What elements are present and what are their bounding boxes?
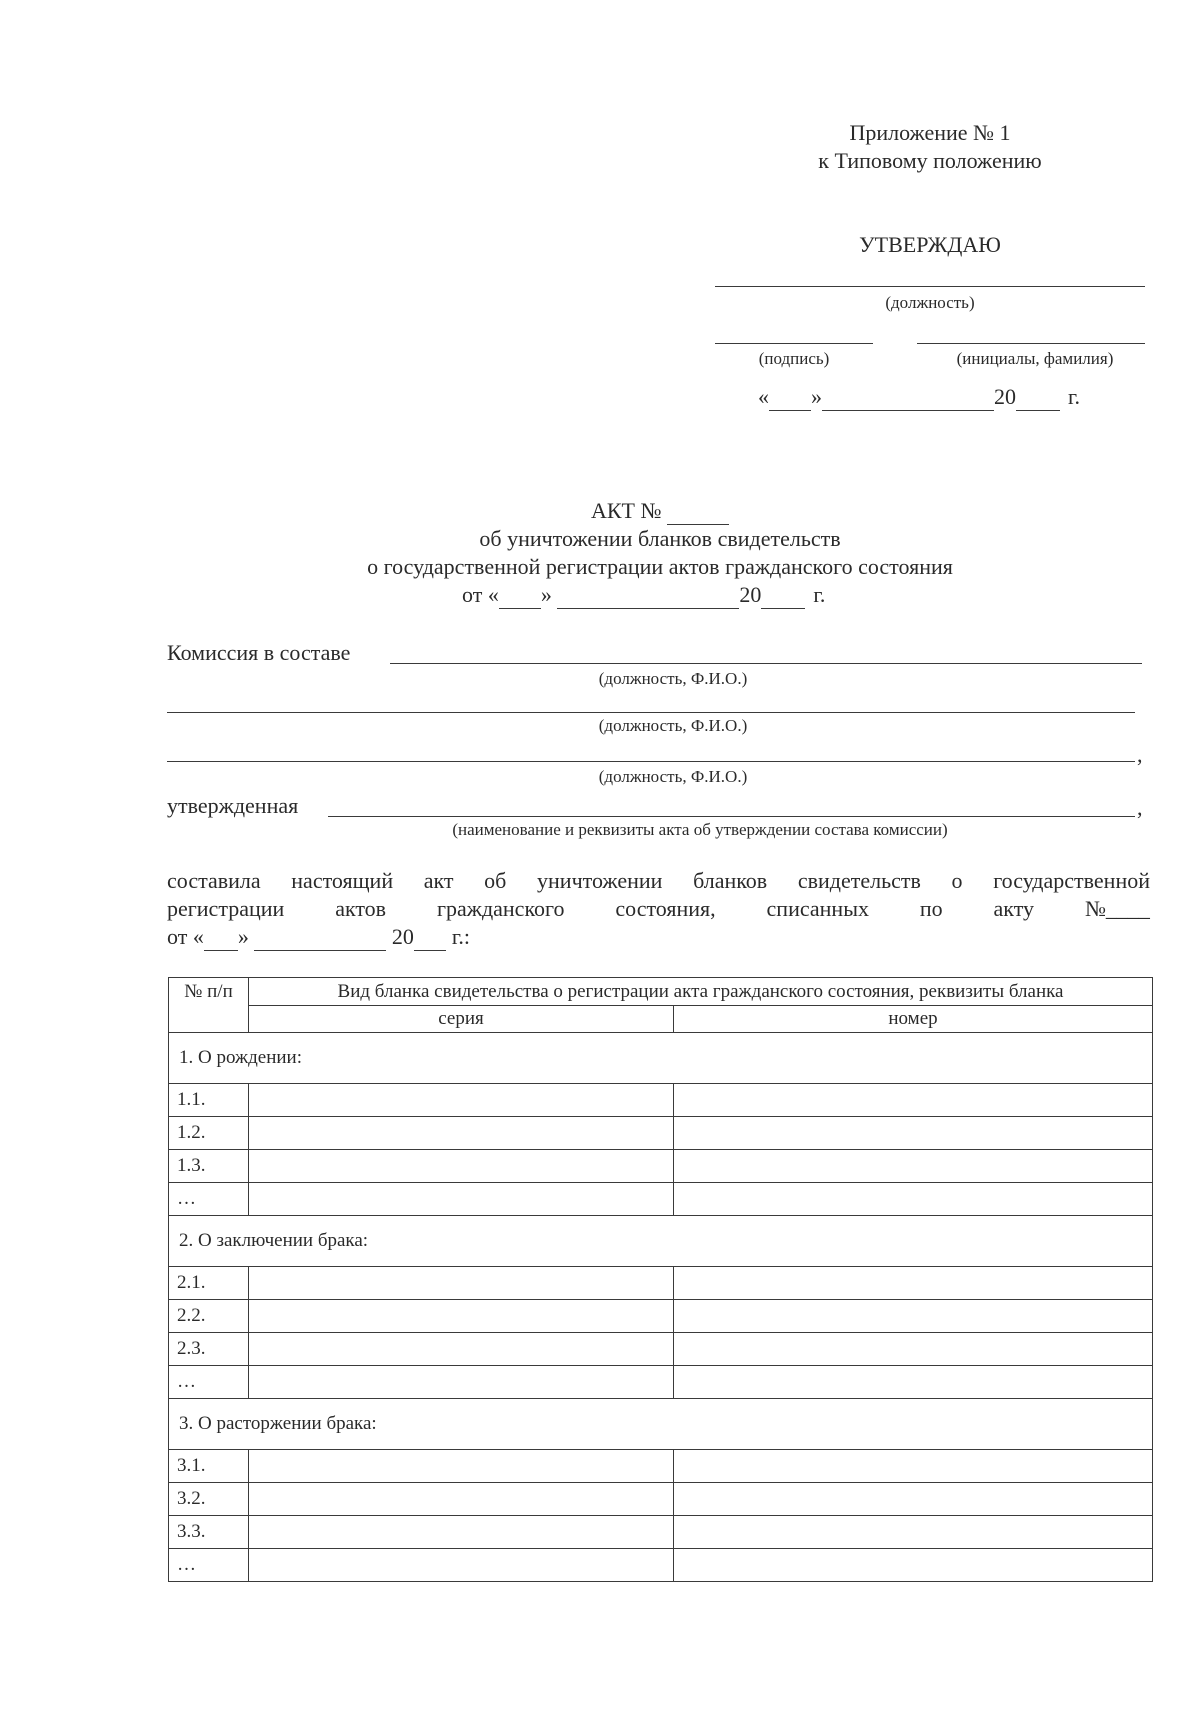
- row-num: 3.2.: [169, 1483, 249, 1516]
- commission-member-line-2[interactable]: [167, 712, 1135, 713]
- body-line-3: [167, 924, 667, 951]
- row-num: 2.1.: [169, 1267, 249, 1300]
- number-cell[interactable]: [674, 1117, 1153, 1150]
- series-cell[interactable]: [249, 1267, 674, 1300]
- approve-date-close: »: [811, 384, 822, 409]
- series-cell[interactable]: [249, 1183, 674, 1216]
- body-year-suffix: г.:: [451, 924, 470, 949]
- signature-line[interactable]: [715, 343, 873, 344]
- body-word: акту: [993, 896, 1035, 921]
- commission-member-caption-2: (должность, Ф.И.О.): [598, 716, 748, 735]
- table-row: [169, 1366, 1153, 1399]
- row-num: 3.3.: [169, 1516, 249, 1549]
- body-word: по: [919, 896, 943, 921]
- row-num: 2.3.: [169, 1333, 249, 1366]
- approved-line[interactable]: [328, 816, 1135, 817]
- approve-month-blank[interactable]: [822, 384, 994, 411]
- header-series: серия: [249, 1006, 674, 1033]
- body-word: регистрации: [167, 896, 285, 921]
- section-row-marriage: [169, 1216, 1153, 1267]
- number-cell[interactable]: [674, 1183, 1153, 1216]
- body-date-prefix: от «: [167, 924, 204, 949]
- body-word: состояния,: [615, 896, 716, 921]
- number-cell[interactable]: [674, 1267, 1153, 1300]
- commission-label: Комиссия в составе: [167, 640, 351, 665]
- act-number-blank[interactable]: [667, 498, 729, 525]
- approve-year-suffix: г.: [1068, 384, 1081, 409]
- act-title: [160, 498, 1160, 525]
- act-title-text: АКТ №: [591, 498, 662, 523]
- body-year-blank[interactable]: [414, 924, 446, 951]
- body-date-close: »: [237, 924, 249, 949]
- approve-date-open: «: [758, 384, 769, 409]
- act-year-prefix: 20: [739, 582, 762, 607]
- number-cell[interactable]: [674, 1516, 1153, 1549]
- table-row: [169, 1333, 1153, 1366]
- act-subtitle-1: об уничтожении бланков свидетельств: [479, 526, 841, 551]
- row-num: …: [169, 1549, 249, 1582]
- table-row: [169, 1549, 1153, 1582]
- blanks-table: [168, 977, 1153, 1582]
- number-cell[interactable]: [674, 1333, 1153, 1366]
- body-day-blank[interactable]: [204, 924, 238, 951]
- approve-year-prefix: 20: [994, 384, 1016, 409]
- act-date-prefix: от «: [462, 582, 499, 607]
- body-act-number[interactable]: №____: [1084, 896, 1150, 921]
- series-cell[interactable]: [249, 1084, 674, 1117]
- table-row: [169, 1516, 1153, 1549]
- approve-year-blank[interactable]: [1016, 384, 1060, 411]
- act-year-suffix: г.: [813, 582, 826, 607]
- table-row: [169, 1483, 1153, 1516]
- row-num: …: [169, 1183, 249, 1216]
- body-word: актов: [335, 896, 387, 921]
- signature-caption: (подпись): [758, 349, 830, 368]
- table-row: [169, 1117, 1153, 1150]
- commission-member-caption-3: (должность, Ф.И.О.): [598, 767, 748, 786]
- row-num: 3.1.: [169, 1450, 249, 1483]
- act-date-close: »: [540, 582, 552, 607]
- initials-line[interactable]: [917, 343, 1145, 344]
- act-subtitle-2: о государственной регистрации актов гражданского состояния: [367, 554, 953, 579]
- number-cell[interactable]: [674, 1084, 1153, 1117]
- series-cell[interactable]: [249, 1516, 674, 1549]
- number-cell[interactable]: [674, 1483, 1153, 1516]
- body-line-1: составила настоящий акт об уничтожении бланков свидетельств о государственной: [167, 868, 1150, 893]
- section-title: 3. О расторжении брака:: [169, 1399, 1153, 1450]
- row-num: 1.3.: [169, 1150, 249, 1183]
- table-row: [169, 1150, 1153, 1183]
- appendix-number: Приложение № 1: [849, 120, 1011, 145]
- section-title: 1. О рождении:: [169, 1033, 1153, 1084]
- series-cell[interactable]: [249, 1117, 674, 1150]
- row-num: 1.2.: [169, 1117, 249, 1150]
- number-cell[interactable]: [674, 1450, 1153, 1483]
- body-word: списанных: [766, 896, 869, 921]
- row-num: …: [169, 1366, 249, 1399]
- section-row-birth: [169, 1033, 1153, 1084]
- series-cell[interactable]: [249, 1549, 674, 1582]
- approve-date: [758, 384, 1158, 411]
- approve-title: УТВЕРЖДАЮ: [859, 232, 1001, 257]
- table-subheader-row: [169, 1006, 1153, 1033]
- number-cell[interactable]: [674, 1150, 1153, 1183]
- number-cell[interactable]: [674, 1300, 1153, 1333]
- commission-comma-2: ,: [1137, 795, 1143, 820]
- body-year-prefix: 20: [391, 924, 414, 949]
- header-number: номер: [674, 1006, 1153, 1033]
- number-cell[interactable]: [674, 1549, 1153, 1582]
- position-line[interactable]: [715, 286, 1145, 287]
- table-row: [169, 1183, 1153, 1216]
- body-word: гражданского: [436, 896, 565, 921]
- body-line-2: [167, 896, 1150, 922]
- approve-day-blank[interactable]: [769, 384, 811, 411]
- header-num: № п/п: [169, 978, 249, 1033]
- series-cell[interactable]: [249, 1483, 674, 1516]
- table-row: [169, 1300, 1153, 1333]
- series-cell[interactable]: [249, 1333, 674, 1366]
- commission-member-line-3[interactable]: [167, 761, 1135, 762]
- position-caption: (должность): [885, 293, 975, 312]
- appendix-reference: к Типовому положению: [818, 148, 1042, 173]
- header-main: Вид бланка свидетельства о регистрации акта гражданского состояния, реквизиты бланка: [249, 978, 1153, 1006]
- commission-member-line-1[interactable]: [390, 663, 1142, 664]
- commission-comma-1: ,: [1137, 742, 1143, 767]
- table-header-row: [169, 978, 1153, 1006]
- table-row: [169, 1450, 1153, 1483]
- table-row: [169, 1084, 1153, 1117]
- row-num: 2.2.: [169, 1300, 249, 1333]
- approved-label: утвержденная: [167, 793, 299, 818]
- section-title: 2. О заключении брака:: [169, 1216, 1153, 1267]
- series-cell[interactable]: [249, 1450, 674, 1483]
- row-num: 1.1.: [169, 1084, 249, 1117]
- table-row: [169, 1267, 1153, 1300]
- series-cell[interactable]: [249, 1300, 674, 1333]
- act-date: [462, 582, 962, 609]
- section-row-divorce: [169, 1399, 1153, 1450]
- commission-member-caption-1: (должность, Ф.И.О.): [598, 669, 748, 688]
- approved-caption: (наименование и реквизиты акта об утверждении состава комиссии): [452, 820, 948, 839]
- number-cell[interactable]: [674, 1366, 1153, 1399]
- act-month-blank[interactable]: [557, 582, 739, 609]
- act-year-blank[interactable]: [761, 582, 805, 609]
- body-month-blank[interactable]: [254, 924, 386, 951]
- act-day-blank[interactable]: [499, 582, 541, 609]
- series-cell[interactable]: [249, 1150, 674, 1183]
- series-cell[interactable]: [249, 1366, 674, 1399]
- initials-caption: (инициалы, фамилия): [956, 349, 1114, 368]
